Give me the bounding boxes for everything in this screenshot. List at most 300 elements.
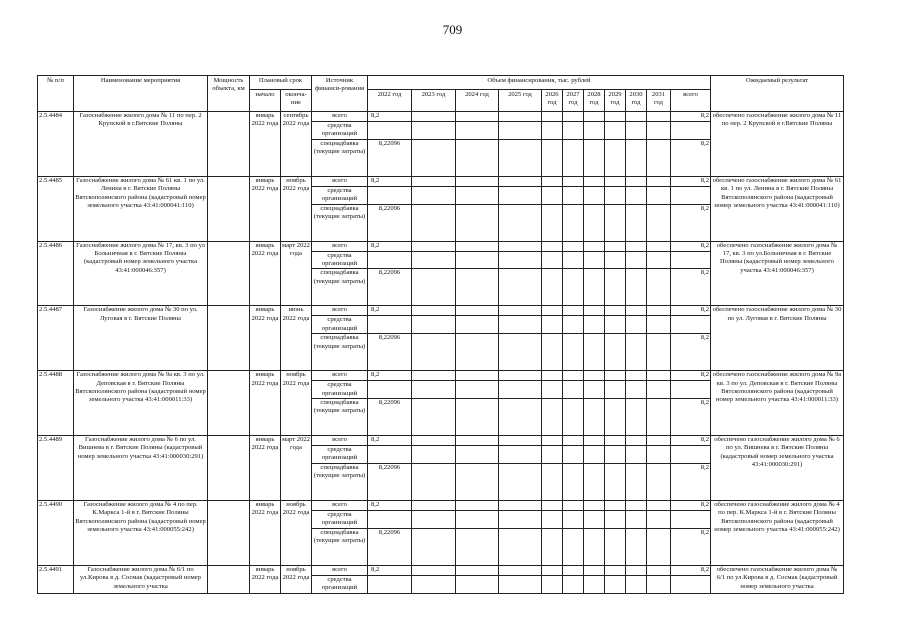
value-empty [499, 122, 542, 140]
value-empty [542, 500, 563, 510]
value-empty [605, 500, 626, 510]
source-total: всего [312, 436, 368, 446]
value-empty [626, 316, 647, 334]
power-cell [208, 371, 250, 436]
value-empty [671, 446, 711, 464]
value-empty [563, 446, 584, 464]
value-empty [542, 446, 563, 464]
term-end: ноябрь 2022 года [281, 176, 312, 241]
source-spec: спецнадбавка (текущие затраты) [312, 528, 368, 565]
value-sum-spec: 8,2 [671, 528, 711, 565]
expected-result: обеспечено газоснабжение жилого дома № 30 по ул. Луговая в г. Вятские Поляны [711, 306, 844, 371]
value-empty [456, 241, 499, 251]
power-cell [208, 436, 250, 501]
term-start: январь 2022 года [250, 306, 281, 371]
value-empty [499, 306, 542, 316]
value-empty [563, 204, 584, 241]
source-spec: спецнадбавка (текущие затраты) [312, 399, 368, 436]
value-empty [563, 176, 584, 186]
header-power: Мощность объекта, км [208, 76, 250, 112]
value-empty [605, 316, 626, 334]
value-empty [626, 510, 647, 528]
power-cell [208, 112, 250, 177]
value-empty [456, 269, 499, 306]
value-empty [368, 122, 412, 140]
value-empty [671, 122, 711, 140]
value-empty [584, 241, 605, 251]
activity-name: Газоснабжение жилого дома № 6 по ул. Вишнева в г. Вятские Поляны (кадастровый номер земельного участка 43:41:000030:291) [74, 436, 208, 501]
value-sum-total: 8,2 [671, 500, 711, 510]
value-empty [456, 446, 499, 464]
row-number: 2.5.4484 [38, 112, 74, 177]
value-empty [456, 176, 499, 186]
header-result: Ожидаемый результат [711, 76, 844, 112]
value-empty [456, 500, 499, 510]
value-empty [412, 436, 456, 446]
term-start: январь 2022 года [250, 241, 281, 306]
table-body [38, 112, 844, 594]
table-header [38, 76, 844, 112]
expected-result: обеспечено газоснабжение жилого дома № 6 по ул. Вишнева в г. Вятские Поляны (кадастровый номер земельного участка 43:41:000030:291) [711, 436, 844, 501]
term-start: январь 2022 года [250, 436, 281, 501]
value-empty [647, 436, 671, 446]
value-empty [626, 436, 647, 446]
row-number: 2.5.4487 [38, 306, 74, 371]
source-org: средства организаций [312, 446, 368, 464]
value-empty [456, 565, 499, 575]
expected-result: обеспечено газоснабжение жилого дома № 6/1 по ул.Кирова в д. Сосмак (кадастровый номер земельного участка [711, 565, 844, 593]
expected-result: обеспечено газоснабжение жилого дома № 11 по пер. 2 Крупской в г.Вятские Поляны [711, 112, 844, 177]
value-2022-total: 8,2 [368, 436, 412, 446]
value-empty [647, 176, 671, 186]
value-empty [542, 186, 563, 204]
value-empty [647, 139, 671, 176]
value-empty [412, 565, 456, 575]
expected-result: обеспечено газоснабжение жилого дома № 9а кв. 3 по ул. Деповская в г. Вятские Поляны Вятскополянского района (кадастровый номер земельного участка 43:41:000011:33) [711, 371, 844, 436]
value-empty [647, 334, 671, 371]
value-empty [499, 446, 542, 464]
value-empty [412, 381, 456, 399]
header-year: 2026 год [542, 90, 563, 112]
value-empty [647, 371, 671, 381]
expected-result: обеспечено газоснабжение жилого дома № 4 по пер. К.Маркса 1-й в г. Вятские Поляны Вятскополянского района (кадастровый номер земельного участка 43:41:000055:242) [711, 500, 844, 565]
value-empty [626, 122, 647, 140]
value-empty [412, 122, 456, 140]
value-empty [647, 316, 671, 334]
value-empty [626, 463, 647, 500]
value-empty [542, 241, 563, 251]
value-empty [647, 122, 671, 140]
value-empty [542, 436, 563, 446]
value-empty [456, 371, 499, 381]
header-volume: Объем финансирования, тыс. рублей [368, 76, 711, 90]
value-empty [584, 176, 605, 186]
value-empty [563, 139, 584, 176]
value-empty [647, 186, 671, 204]
value-empty [499, 269, 542, 306]
value-empty [626, 334, 647, 371]
value-empty [584, 334, 605, 371]
value-empty [605, 122, 626, 140]
table-row [38, 176, 844, 186]
value-2022-total: 8,2 [368, 112, 412, 122]
value-empty [584, 575, 605, 593]
value-2022-total: 8,2 [368, 565, 412, 575]
value-empty [368, 446, 412, 464]
value-empty [412, 251, 456, 269]
value-empty [671, 251, 711, 269]
value-empty [584, 316, 605, 334]
term-start: январь 2022 года [250, 176, 281, 241]
value-empty [499, 186, 542, 204]
value-empty [412, 241, 456, 251]
header-year: 2030 год [626, 90, 647, 112]
value-empty [584, 204, 605, 241]
source-org: средства организаций [312, 381, 368, 399]
value-empty [563, 500, 584, 510]
value-empty [499, 399, 542, 436]
value-empty [647, 112, 671, 122]
value-empty [626, 399, 647, 436]
financing-table [37, 75, 844, 594]
value-empty [626, 139, 647, 176]
value-empty [412, 112, 456, 122]
value-empty [456, 186, 499, 204]
value-empty [584, 446, 605, 464]
activity-name: Газоснабжение жилого дома № 17, кв. 3 по ул Больничная в г. Вятские Поляны (кадастровый номер земельного участка 43:41:000046:357) [74, 241, 208, 306]
source-org: средства организаций [312, 122, 368, 140]
value-sum-total: 8,2 [671, 436, 711, 446]
activity-name: Газоснабжение жилого дома № 11 по пер. 2 Крупской в г.Вятские Поляны [74, 112, 208, 177]
value-empty [584, 565, 605, 575]
value-empty [626, 565, 647, 575]
term-end: ноябрь 2022 года [281, 565, 312, 593]
value-empty [456, 510, 499, 528]
value-2022-total: 8,2 [368, 500, 412, 510]
table-row [38, 436, 844, 446]
value-empty [626, 112, 647, 122]
value-empty [563, 334, 584, 371]
term-end: ноябрь 2022 года [281, 371, 312, 436]
value-empty [605, 269, 626, 306]
value-empty [626, 446, 647, 464]
value-empty [499, 241, 542, 251]
source-total: всего [312, 306, 368, 316]
value-empty [499, 510, 542, 528]
value-empty [499, 251, 542, 269]
value-sum-spec: 8,2 [671, 139, 711, 176]
value-empty [647, 399, 671, 436]
value-empty [626, 251, 647, 269]
value-empty [368, 316, 412, 334]
value-empty [605, 446, 626, 464]
value-empty [563, 112, 584, 122]
power-cell [208, 176, 250, 241]
value-empty [542, 316, 563, 334]
value-empty [563, 381, 584, 399]
expected-result: обеспечено газоснабжение жилого дома № 61 кв. 1 по ул. Ленина в г. Вятские Поляны Вятскополянского района (кадастровый номер земельного участка 43:41:000041:110) [711, 176, 844, 241]
value-empty [626, 204, 647, 241]
value-empty [368, 186, 412, 204]
value-empty [605, 436, 626, 446]
value-empty [456, 528, 499, 565]
value-empty [456, 575, 499, 593]
value-empty [671, 510, 711, 528]
value-empty [647, 306, 671, 316]
value-empty [584, 251, 605, 269]
value-empty [671, 575, 711, 593]
table-row [38, 306, 844, 316]
value-empty [542, 269, 563, 306]
value-empty [584, 500, 605, 510]
value-empty [671, 186, 711, 204]
term-end: июнь 2022 года [281, 306, 312, 371]
header-year: 2031 год [647, 90, 671, 112]
value-empty [605, 528, 626, 565]
value-empty [647, 575, 671, 593]
term-end: март 2022 года [281, 436, 312, 501]
value-empty [542, 510, 563, 528]
value-empty [542, 176, 563, 186]
table-row [38, 500, 844, 510]
value-empty [499, 381, 542, 399]
value-empty [647, 463, 671, 500]
value-empty [499, 565, 542, 575]
term-start: январь 2022 года [250, 565, 281, 593]
page-number: 709 [442, 22, 463, 37]
value-sum-total: 8,2 [671, 306, 711, 316]
value-sum-spec: 8,2 [671, 204, 711, 241]
source-total: всего [312, 371, 368, 381]
header-year: 2029 год [605, 90, 626, 112]
value-empty [542, 204, 563, 241]
value-empty [499, 371, 542, 381]
value-empty [605, 251, 626, 269]
power-cell [208, 500, 250, 565]
value-empty [542, 139, 563, 176]
value-empty [626, 176, 647, 186]
row-number: 2.5.4489 [38, 436, 74, 501]
row-number: 2.5.4486 [38, 241, 74, 306]
value-empty [456, 122, 499, 140]
value-empty [584, 399, 605, 436]
value-empty [605, 381, 626, 399]
value-2022-spec: 8,22096 [368, 463, 412, 500]
value-empty [563, 371, 584, 381]
value-empty [605, 176, 626, 186]
value-empty [626, 500, 647, 510]
activity-name: Газоснабжение жилого дома № 61 кв. 1 по ул. Ленина в г. Вятские Поляны Вятскополянского района (кадастровый номер земельного участка 43:41:000041:110) [74, 176, 208, 241]
value-empty [584, 269, 605, 306]
value-empty [456, 436, 499, 446]
power-cell [208, 241, 250, 306]
value-empty [647, 241, 671, 251]
header-year: 2024 год [456, 90, 499, 112]
value-empty [456, 306, 499, 316]
value-empty [563, 510, 584, 528]
value-empty [456, 463, 499, 500]
value-2022-spec: 8,22096 [368, 334, 412, 371]
value-empty [456, 139, 499, 176]
value-empty [412, 463, 456, 500]
value-empty [584, 371, 605, 381]
value-empty [605, 575, 626, 593]
value-sum-total: 8,2 [671, 112, 711, 122]
value-empty [647, 204, 671, 241]
value-empty [456, 316, 499, 334]
value-empty [647, 446, 671, 464]
value-empty [412, 446, 456, 464]
value-empty [605, 112, 626, 122]
value-empty [563, 463, 584, 500]
header-year: 2022 год [368, 90, 412, 112]
value-empty [499, 334, 542, 371]
value-empty [563, 186, 584, 204]
value-empty [499, 316, 542, 334]
header-term: Плановый срок [250, 76, 312, 90]
value-empty [605, 334, 626, 371]
header-year: 2027 год [563, 90, 584, 112]
value-empty [626, 528, 647, 565]
term-end: март 2022 года [281, 241, 312, 306]
value-empty [542, 528, 563, 565]
value-empty [647, 510, 671, 528]
value-empty [368, 251, 412, 269]
power-cell [208, 565, 250, 593]
value-empty [456, 399, 499, 436]
value-empty [563, 241, 584, 251]
value-empty [626, 241, 647, 251]
header-year: 2023 год [412, 90, 456, 112]
source-total: всего [312, 112, 368, 122]
value-empty [563, 575, 584, 593]
value-empty [584, 112, 605, 122]
value-empty [412, 575, 456, 593]
value-empty [456, 334, 499, 371]
value-2022-total: 8,2 [368, 306, 412, 316]
value-sum-spec: 8,2 [671, 399, 711, 436]
value-sum-spec: 8,2 [671, 269, 711, 306]
value-empty [563, 528, 584, 565]
value-empty [563, 122, 584, 140]
value-empty [499, 139, 542, 176]
value-empty [412, 204, 456, 241]
value-empty [499, 436, 542, 446]
value-sum-total: 8,2 [671, 371, 711, 381]
value-empty [584, 122, 605, 140]
value-empty [542, 334, 563, 371]
value-empty [412, 139, 456, 176]
value-empty [542, 565, 563, 575]
value-empty [456, 381, 499, 399]
value-empty [412, 186, 456, 204]
value-empty [499, 575, 542, 593]
value-empty [499, 528, 542, 565]
row-number: 2.5.4488 [38, 371, 74, 436]
value-empty [605, 463, 626, 500]
value-empty [647, 381, 671, 399]
value-empty [584, 186, 605, 204]
value-empty [671, 381, 711, 399]
value-sum-total: 8,2 [671, 565, 711, 575]
value-empty [647, 528, 671, 565]
value-empty [605, 139, 626, 176]
value-2022-spec: 8,22096 [368, 399, 412, 436]
value-empty [456, 204, 499, 241]
source-total: всего [312, 500, 368, 510]
value-empty [563, 316, 584, 334]
value-empty [647, 565, 671, 575]
value-empty [626, 186, 647, 204]
value-empty [605, 204, 626, 241]
term-start: январь 2022 года [250, 112, 281, 177]
value-empty [412, 371, 456, 381]
source-total: всего [312, 241, 368, 251]
value-empty [563, 399, 584, 436]
value-empty [671, 316, 711, 334]
value-empty [584, 463, 605, 500]
value-empty [563, 306, 584, 316]
source-org: средства организаций [312, 510, 368, 528]
term-start: январь 2022 года [250, 371, 281, 436]
header-name: Наименование мероприятия [74, 76, 208, 112]
power-cell [208, 306, 250, 371]
table-row [38, 371, 844, 381]
source-org: средства организаций [312, 575, 368, 593]
source-total: всего [312, 176, 368, 186]
value-empty [626, 269, 647, 306]
value-2022-total: 8,2 [368, 176, 412, 186]
value-empty [456, 112, 499, 122]
value-empty [542, 463, 563, 500]
value-empty [412, 334, 456, 371]
value-sum-spec: 8,2 [671, 334, 711, 371]
source-org: средства организаций [312, 186, 368, 204]
value-empty [584, 510, 605, 528]
value-empty [542, 399, 563, 436]
value-empty [412, 306, 456, 316]
value-sum-total: 8,2 [671, 176, 711, 186]
source-spec: спецнадбавка (текущие затраты) [312, 204, 368, 241]
value-empty [542, 381, 563, 399]
value-empty [563, 436, 584, 446]
value-sum-total: 8,2 [671, 241, 711, 251]
value-empty [584, 139, 605, 176]
source-spec: спецнадбавка (текущие затраты) [312, 139, 368, 176]
value-empty [584, 306, 605, 316]
term-end: сентябрь 2022 года [281, 112, 312, 177]
table-row [38, 241, 844, 251]
value-sum-spec: 8,2 [671, 463, 711, 500]
value-empty [584, 381, 605, 399]
value-empty [368, 510, 412, 528]
value-empty [412, 510, 456, 528]
value-empty [368, 575, 412, 593]
value-empty [626, 381, 647, 399]
value-2022-spec: 8,22096 [368, 269, 412, 306]
value-empty [605, 510, 626, 528]
value-empty [584, 528, 605, 565]
value-empty [605, 306, 626, 316]
source-total: всего [312, 565, 368, 575]
value-empty [412, 399, 456, 436]
value-empty [605, 371, 626, 381]
value-empty [499, 463, 542, 500]
activity-name: Газоснабжение жилого дома № 6/1 по ул.Кирова в д. Сосмак (кадастровый номер земельного участка [74, 565, 208, 593]
header-year: 2028 год [584, 90, 605, 112]
value-empty [499, 112, 542, 122]
value-empty [456, 251, 499, 269]
